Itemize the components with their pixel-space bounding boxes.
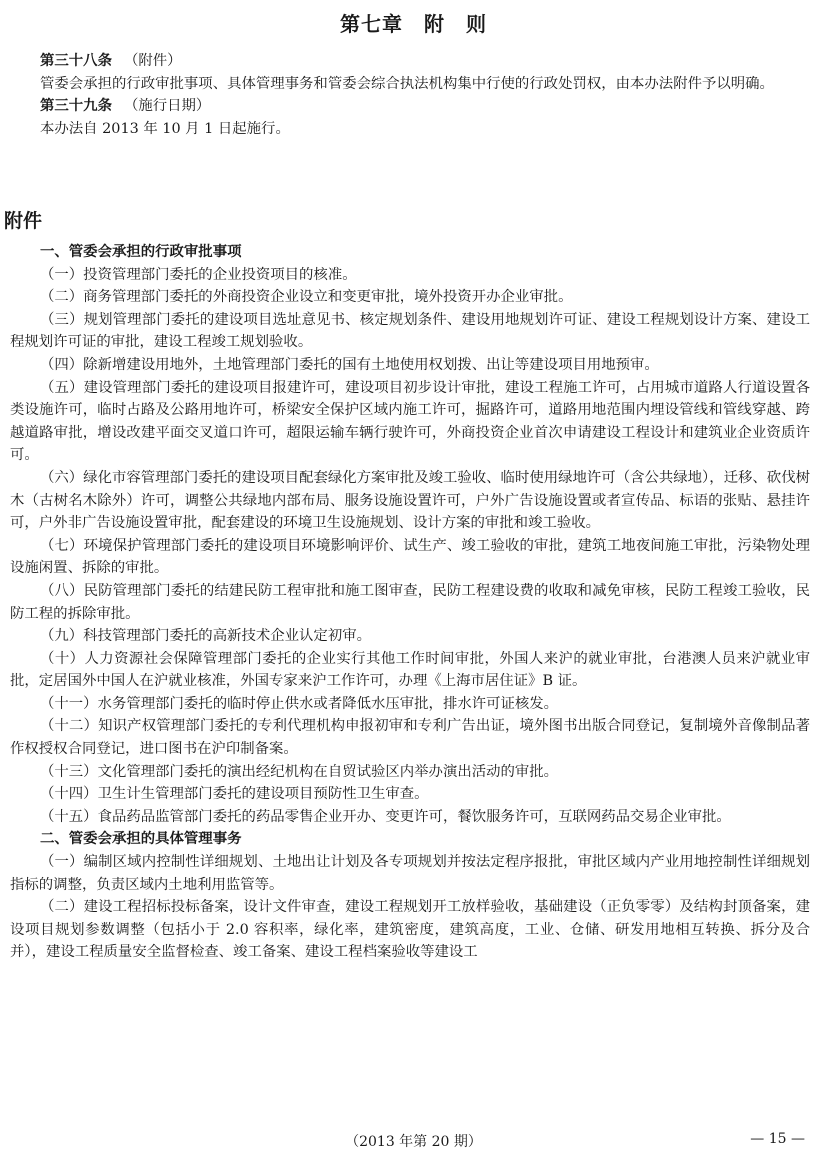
list-item: （十四）卫生计生管理部门委托的建设项目预防性卫生审查。 xyxy=(40,786,429,803)
list-item: （十一）水务管理部门委托的临时停止供水或者降低水压审批，排水许可证核发。 xyxy=(40,695,559,712)
list-item: （一）编制区域内控制性详细规划、土地出让计划及各专项规划并按法定程序报批，审批区域内产业用地控制性详细规划指标的调整，负责区域内土地利用监管等。 xyxy=(10,854,810,893)
article-number: 第三十八条 xyxy=(40,53,112,69)
article-39-text: 本办法自 2013 年 10 月 1 日起施行。 xyxy=(40,120,290,137)
article-39-header xyxy=(10,95,810,118)
article-note: （施行日期） xyxy=(123,98,211,115)
appendix-heading: 附件 xyxy=(4,210,43,232)
list-item: （六）绿化市容管理部门委托的建设项目配套绿化方案审批及竣工验收、临时使用绿地许可（含公共绿地），迁移、砍伐树木（古树名木除外）许可，调整公共绿地内部布局、服务设施设置许可，户外广告设施设置或者宣传品、标语的张贴、悬挂许可，户外非广告设施设置审批，配套建设的环境卫生设施规划、设计方案的审批和竣工验收。 xyxy=(10,469,810,532)
section-heading: 一、管委会承担的行政审批事项 xyxy=(40,244,242,260)
list-item: （十五）食品药品监管部门委托的药品零售企业开办、变更许可，餐饮服务许可，互联网药品交易企业审批。 xyxy=(40,808,731,825)
list-item: （二）商务管理部门委托的外商投资企业设立和变更审批，境外投资开办企业审批。 xyxy=(40,289,573,306)
section-heading: 二、管委会承担的具体管理事务 xyxy=(40,831,242,848)
list-item: （一）投资管理部门委托的企业投资项目的核准。 xyxy=(40,266,357,283)
article-38-text: 管委会承担的行政审批事项、具体管理事务和管委会综合执法机构集中行使的行政处罚权，由本办法附件予以明确。 xyxy=(40,75,774,92)
appendix-body xyxy=(10,241,810,964)
list-item: （十）人力资源社会保障管理部门委托的企业实行其他工作时间审批，外国人来沪的就业审批，台港澳人员来沪就业审批，定居国外中国人在沪就业核准，外国专家来沪工作许可，办理《上海市居住证》B 证。 xyxy=(10,650,810,690)
articles-block xyxy=(10,50,810,140)
list-item: （三）规划管理部门委托的建设项目选址意见书、核定规划条件、建设用地规划许可证、建设工程规划设计方案、建设工程规划许可证的审批，建设工程竣工规划验收。 xyxy=(10,311,810,351)
list-item: （五）建设管理部门委托的建设项目报建许可，建设项目初步设计审批，建设工程施工许可，占用城市道路人行道设置各类设施许可，临时占路及公路用地许可，桥梁安全保护区域内施工许可，掘路许可，道路用地范围内埋设管线和管线穿越、跨越道路审批，增设改建平面交叉道口许可，超限运输车辆行驶许可，外商投资企业首次申请建设工程设计和建筑业企业资质许可。 xyxy=(10,379,810,464)
page-number: — 15 — xyxy=(750,1131,805,1147)
list-item: （八）民防管理部门委托的结建民防工程审批和施工图审查，民防工程建设费的收取和减免审核，民防工程竣工验收，民防工程的拆除审批。 xyxy=(10,582,810,622)
list-item: （十二）知识产权管理部门委托的专利代理机构申报初审和专利广告出证，境外图书出版合同登记，复制境外音像制品著作权授权合同登记，进口图书在沪印制备案。 xyxy=(10,718,810,758)
article-number: 第三十九条 xyxy=(40,98,112,115)
list-item: （十三）文化管理部门委托的演出经纪机构在自贸试验区内举办演出活动的审批。 xyxy=(40,763,559,780)
footer-issue: （2013 年第 20 期） xyxy=(345,1134,482,1150)
chapter-title: 第七章 附 则 xyxy=(340,12,487,36)
article-note: （附件） xyxy=(123,53,182,69)
list-item: （七）环境保护管理部门委托的建设项目环境影响评价、试生产、竣工验收的审批，建筑工地夜间施工审批，污染物处理设施闲置、拆除的审批。 xyxy=(10,537,810,577)
list-item: （九）科技管理部门委托的高新技术企业认定初审。 xyxy=(40,628,371,645)
list-item: （四）除新增建设用地外，土地管理部门委托的国有土地使用权划拨、出让等建设项目用地预审。 xyxy=(40,356,659,373)
article-38-header xyxy=(10,50,810,73)
list-item: （二）建设工程招标投标备案，设计文件审查，建设工程规划开工放样验收，基础建设（正负零零）及结构封顶备案，建设项目规划参数调整（包括小于 2.0 容积率，绿化率，建筑密度，建筑高度，工业、仓储、研发用地相互转换、拆分及合并），建设工程质量安全监督检查、竣工备案、建设工程档案验收等建设工 xyxy=(10,899,810,961)
